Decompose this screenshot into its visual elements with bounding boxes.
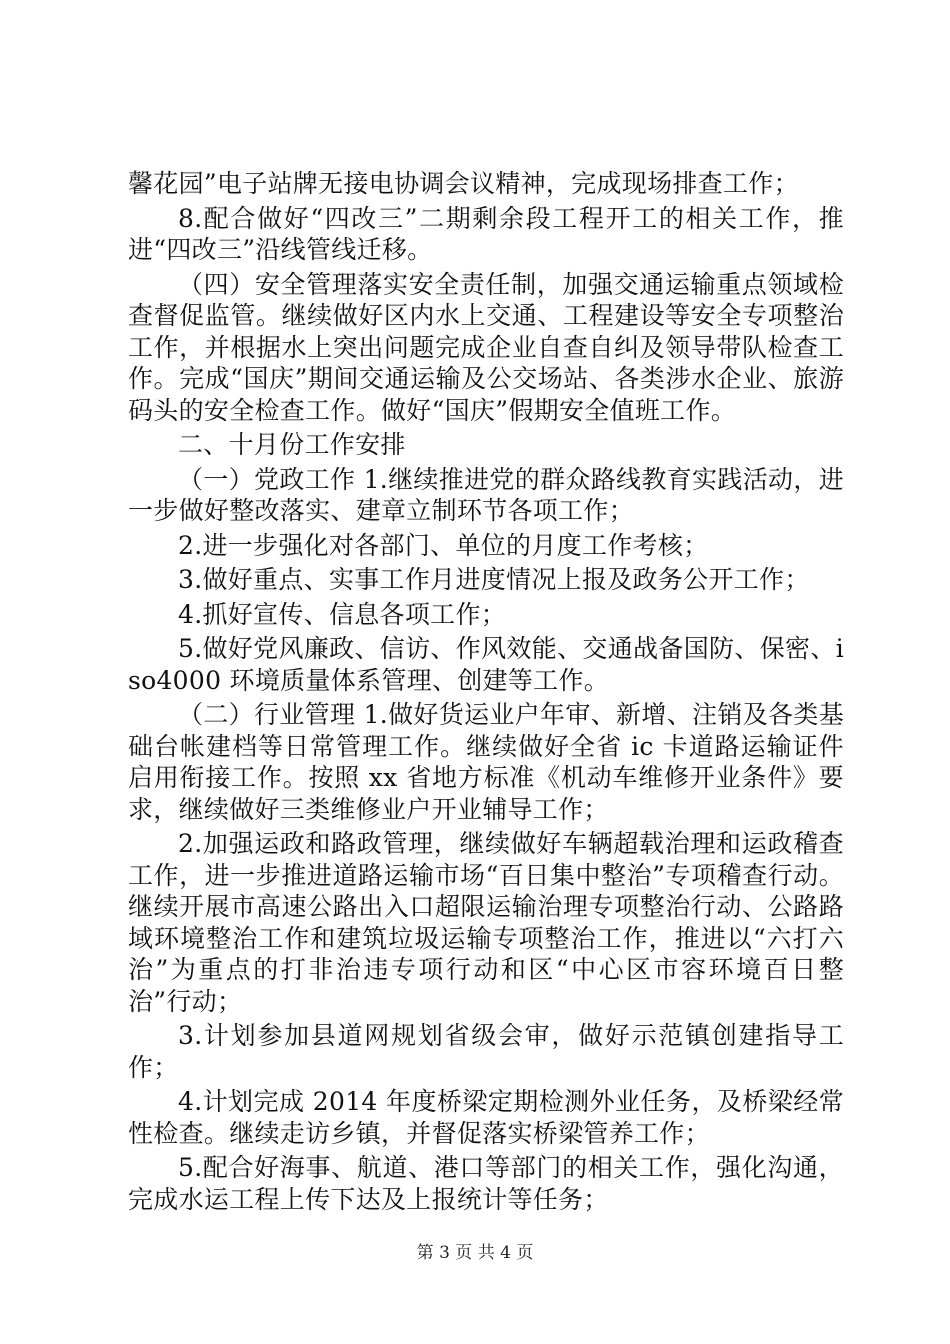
paragraph-safety-management: （四）安全管理落实安全责任制，加强交通运输重点领域检查督促监管。继续做好区内水上交通、工程建设等安全专项整治工作，并根据水上突出问题完成企业自查自纠及领导带队检查工作。完成“国庆”期间交通运输及公交场站、各类涉水企业、旅游码头的安全检查工作。做好“国庆”假期安全值班工作。	[128, 269, 844, 425]
paragraph-industry-item-3: 3.计划参加县道网规划省级会审，做好示范镇创建指导工作；	[128, 1021, 844, 1082]
paragraph-item-8: 8.配合做好“四改三”二期剩余段工程开工的相关工作，推进“四改三”沿线管线迁移。	[128, 203, 844, 264]
paragraph-industry-item-2: 2.加强运政和路政管理，继续做好车辆超载治理和运政稽查工作，进一步推进道路运输市场“百日集中整治”专项稽查行动。继续开展市高速公路出入口超限运输治理专项整治行动、公路路域环境整治工作和建筑垃圾运输专项整治工作，推进以“六打六治”为重点的打非治违专项行动和区“中心区市容环境百日整治”行动；	[128, 829, 844, 1016]
paragraph-item-3: 3.做好重点、实事工作月进度情况上报及政务公开工作；	[178, 565, 810, 594]
paragraph-item-2: 2.进一步强化对各部门、单位的月度工作考核；	[178, 530, 709, 560]
paragraph-industry-management: （二）行业管理 1.做好货运业户年审、新增、注销及各类基础台帐建档等日常管理工作。继续做好全省 ic 卡道路运输证件启用衔接工作。按照 xx 省地方标准《机动车维修开业条件》要求，继续做好三类维修业户开业辅导工作；	[128, 700, 844, 824]
paragraph-continuation: 馨花园”电子站牌无接电协调会议精神，完成现场排查工作；	[128, 169, 799, 198]
paragraph-item-4: 4.抓好宣传、信息各项工作；	[178, 599, 507, 629]
section-heading-october: 二、十月份工作安排	[178, 430, 406, 459]
paragraph-party-work: （一）党政工作 1.继续推进党的群众路线教育实践活动，进一步做好整改落实、建章立制环节各项工作；	[128, 464, 844, 525]
paragraph-industry-item-5: 5.配合好海事、航道、港口等部门的相关工作，强化沟通，完成水运工程上传下达及上报统计等任务；	[128, 1153, 844, 1214]
page-footer: 第 3 页 共 4 页	[416, 1243, 534, 1263]
paragraph-item-5: 5.做好党风廉政、信访、作风效能、交通战备国防、保密、iso4000 环境质量体系管理、创建等工作。	[128, 634, 844, 695]
paragraph-industry-item-4: 4.计划完成 2014 年度桥梁定期检测外业任务，及桥梁经常性检查。继续走访乡镇，并督促落实桥梁管养工作；	[128, 1087, 844, 1148]
document-body	[128, 168, 844, 1218]
